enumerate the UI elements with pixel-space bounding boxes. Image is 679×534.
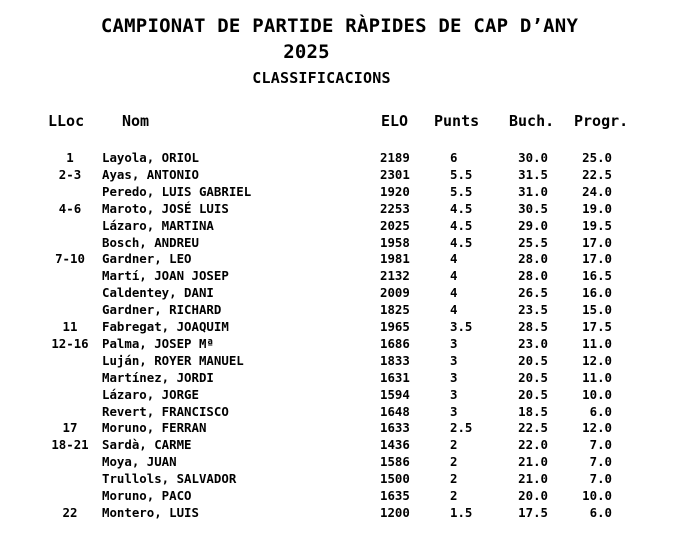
- cell-lloc: 2-3: [58, 166, 82, 182]
- cell-elo: 2253: [380, 200, 410, 216]
- cell-elo: 1920: [380, 183, 410, 199]
- header-elo: ELO: [381, 112, 409, 130]
- cell-buch: 18.5: [518, 403, 548, 419]
- cell-elo: 2132: [380, 268, 410, 284]
- cell-progr: 16.0: [582, 285, 612, 301]
- cell-punts: 2: [450, 488, 458, 503]
- cell-progr: 17.0: [582, 234, 612, 250]
- table-row: [0, 284, 679, 301]
- cell-elo: 1594: [380, 386, 410, 402]
- cell-buch: 31.5: [518, 166, 548, 182]
- cell-buch: 21.0: [518, 471, 548, 487]
- cell-nom: Layola, ORIOL: [102, 150, 199, 165]
- cell-lloc: 12-16: [51, 335, 89, 351]
- cell-elo: 2025: [380, 217, 410, 233]
- table-row: [0, 250, 679, 267]
- cell-buch: 31.0: [518, 183, 548, 199]
- cell-buch: 21.0: [518, 454, 548, 470]
- cell-nom: Trullols, SALVADOR: [102, 471, 237, 487]
- cell-buch: 17.5: [518, 504, 548, 520]
- header-lloc: LLoc: [48, 112, 85, 130]
- cell-punts: 4.5: [450, 234, 473, 250]
- table-row: [0, 403, 679, 420]
- cell-elo: 1981: [380, 251, 410, 267]
- cell-nom: Gardner, RICHARD: [102, 302, 222, 318]
- cell-punts: 3: [450, 403, 458, 419]
- cell-punts: 3: [450, 386, 458, 402]
- cell-buch: 22.0: [518, 437, 548, 453]
- cell-lloc: 17: [62, 420, 78, 436]
- cell-nom: Fabregat, JOAQUIM: [102, 319, 229, 334]
- table-row: [0, 318, 679, 335]
- table-row: [0, 470, 679, 487]
- table-row: [0, 335, 679, 352]
- cell-nom: Sardà, CARME: [102, 437, 192, 453]
- table-row: [0, 149, 679, 166]
- cell-punts: 6: [450, 150, 458, 165]
- cell-elo: 1648: [380, 403, 410, 419]
- cell-progr: 17.5: [582, 319, 612, 334]
- cell-punts: 4.5: [450, 200, 473, 216]
- cell-lloc: 4-6: [58, 200, 82, 216]
- cell-progr: 7.0: [589, 471, 612, 487]
- cell-elo: 2189: [380, 150, 410, 165]
- cell-nom: Peredo, LUIS GABRIEL: [102, 183, 252, 199]
- table-row: [0, 166, 679, 183]
- header-buch: Buch.: [509, 112, 555, 130]
- table-row: [0, 369, 679, 386]
- cell-progr: 25.0: [582, 150, 612, 165]
- cell-nom: Montero, LUIS: [102, 504, 199, 520]
- cell-punts: 3.5: [450, 319, 473, 334]
- cell-progr: 7.0: [589, 437, 612, 453]
- cell-punts: 4: [450, 285, 458, 301]
- cell-buch: 22.5: [518, 420, 548, 436]
- cell-buch: 26.5: [518, 285, 548, 301]
- cell-buch: 20.5: [518, 386, 548, 402]
- cell-buch: 20.0: [518, 488, 548, 503]
- cell-lloc: 22: [62, 504, 78, 520]
- cell-nom: Gardner, LEO: [102, 251, 192, 267]
- cell-elo: 2009: [380, 285, 410, 301]
- cell-nom: Bosch, ANDREU: [102, 234, 199, 250]
- cell-nom: Maroto, JOSÉ LUIS: [102, 200, 229, 216]
- cell-progr: 22.5: [582, 166, 612, 182]
- cell-elo: 1633: [380, 420, 410, 436]
- cell-progr: 24.0: [582, 183, 612, 199]
- cell-progr: 7.0: [589, 454, 612, 470]
- cell-elo: 2301: [380, 166, 410, 182]
- cell-buch: 28.0: [518, 251, 548, 267]
- cell-nom: Lázaro, JORGE: [102, 386, 199, 402]
- title-line-1: CAMPIONAT DE PARTIDE RÀPIDES DE CAP D’ANY: [100, 15, 579, 37]
- table-row: [0, 267, 679, 284]
- title-classificacions: CLASSIFICACIONS: [252, 69, 391, 87]
- table-row: [0, 453, 679, 470]
- cell-punts: 4: [450, 251, 458, 267]
- cell-lloc: 7-10: [55, 251, 85, 267]
- cell-punts: 3: [450, 335, 458, 351]
- cell-lloc: 18-21: [51, 437, 89, 453]
- cell-nom: Moruno, PACO: [102, 488, 192, 503]
- cell-buch: 23.5: [518, 302, 548, 318]
- cell-punts: 1.5: [450, 504, 473, 520]
- cell-progr: 6.0: [589, 403, 612, 419]
- table-row: [0, 301, 679, 318]
- cell-progr: 11.0: [582, 335, 612, 351]
- header-progr: Progr.: [574, 112, 629, 130]
- cell-nom: Martínez, JORDI: [102, 369, 214, 385]
- cell-buch: 29.0: [518, 217, 548, 233]
- table-row: [0, 419, 679, 436]
- cell-buch: 20.5: [518, 369, 548, 385]
- cell-buch: 20.5: [518, 352, 548, 368]
- cell-punts: 2: [450, 437, 458, 453]
- table-row: [0, 217, 679, 234]
- cell-elo: 1631: [380, 369, 410, 385]
- cell-progr: 19.0: [582, 200, 612, 216]
- cell-punts: 2.5: [450, 420, 473, 436]
- cell-nom: Palma, JOSEP Mª: [102, 335, 214, 351]
- cell-progr: 17.0: [582, 251, 612, 267]
- cell-nom: Lázaro, MARTINA: [102, 217, 214, 233]
- table-row: [0, 386, 679, 403]
- cell-elo: 1436: [380, 437, 410, 453]
- cell-buch: 28.0: [518, 268, 548, 284]
- table-row: [0, 352, 679, 369]
- cell-progr: 12.0: [582, 420, 612, 436]
- cell-progr: 12.0: [582, 352, 612, 368]
- cell-progr: 19.5: [582, 217, 612, 233]
- header-nom: Nom: [122, 112, 150, 130]
- table-row: [0, 487, 679, 504]
- table-row: [0, 183, 679, 200]
- cell-elo: 1965: [380, 319, 410, 334]
- cell-nom: Luján, ROYER MANUEL: [102, 352, 244, 368]
- cell-elo: 1500: [380, 471, 410, 487]
- cell-progr: 10.0: [582, 386, 612, 402]
- cell-buch: 25.5: [518, 234, 548, 250]
- cell-punts: 2: [450, 454, 458, 470]
- cell-nom: Moruno, FERRAN: [102, 420, 207, 436]
- cell-punts: 3: [450, 352, 458, 368]
- table-row: [0, 234, 679, 251]
- header-punts: Punts: [434, 112, 480, 130]
- cell-nom: Moya, JUAN: [102, 454, 177, 470]
- cell-progr: 11.0: [582, 369, 612, 385]
- cell-elo: 1958: [380, 234, 410, 250]
- title-year: 2025: [283, 41, 330, 63]
- table-row: [0, 436, 679, 453]
- cell-elo: 1586: [380, 454, 410, 470]
- cell-elo: 1686: [380, 335, 410, 351]
- table-row: [0, 504, 679, 521]
- cell-progr: 15.0: [582, 302, 612, 318]
- cell-nom: Caldentey, DANI: [102, 285, 214, 301]
- cell-punts: 5.5: [450, 183, 473, 199]
- cell-punts: 4.5: [450, 217, 473, 233]
- cell-progr: 6.0: [589, 504, 612, 520]
- cell-nom: Revert, FRANCISCO: [102, 403, 229, 419]
- cell-punts: 4: [450, 302, 458, 318]
- cell-nom: Martí, JOAN JOSEP: [102, 268, 229, 284]
- cell-elo: 1833: [380, 352, 410, 368]
- cell-elo: 1635: [380, 488, 410, 503]
- cell-nom: Ayas, ANTONIO: [102, 166, 199, 182]
- cell-elo: 1825: [380, 302, 410, 318]
- cell-punts: 2: [450, 471, 458, 487]
- cell-progr: 10.0: [582, 488, 612, 503]
- cell-buch: 28.5: [518, 319, 548, 334]
- cell-buch: 23.0: [518, 335, 548, 351]
- cell-elo: 1200: [380, 504, 410, 520]
- cell-progr: 16.5: [582, 268, 612, 284]
- cell-lloc: 1: [66, 150, 74, 165]
- cell-buch: 30.0: [518, 150, 548, 165]
- cell-punts: 4: [450, 268, 458, 284]
- table-row: [0, 200, 679, 217]
- cell-buch: 30.5: [518, 200, 548, 216]
- cell-punts: 3: [450, 369, 458, 385]
- cell-punts: 5.5: [450, 166, 473, 182]
- cell-lloc: 11: [62, 319, 78, 334]
